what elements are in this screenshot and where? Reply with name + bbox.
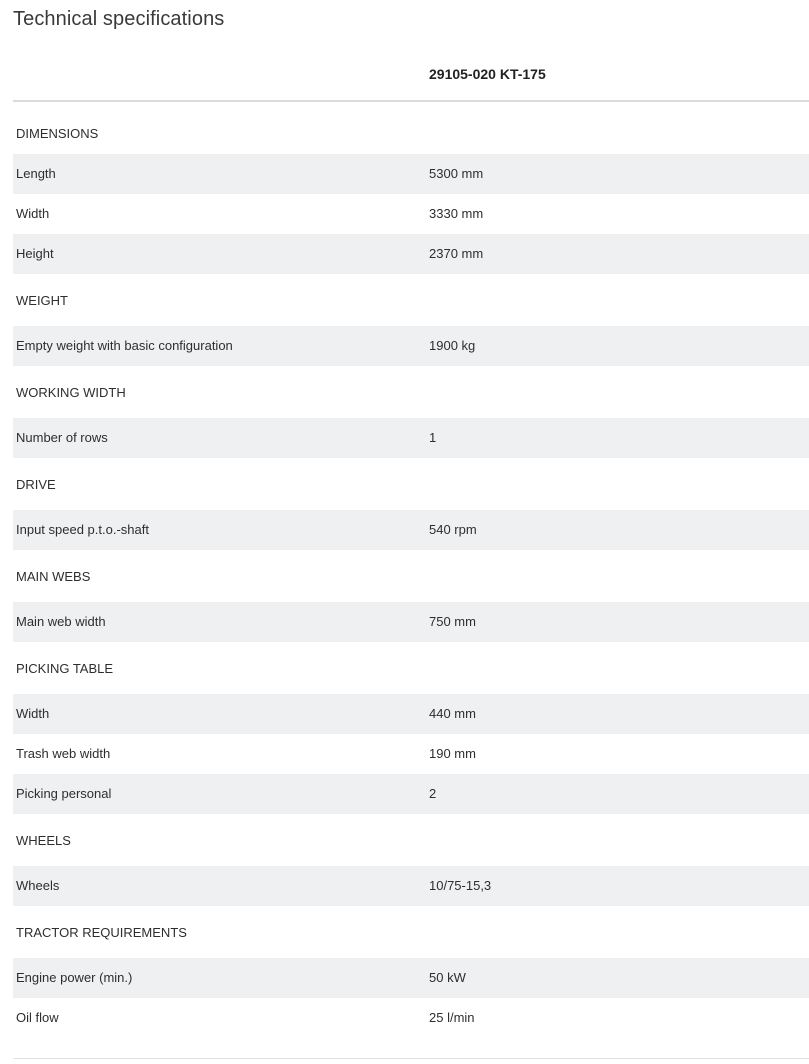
header-divider [13, 100, 809, 102]
page-title: Technical specifications [13, 8, 225, 30]
spec-label: Width [16, 206, 50, 221]
spec-label: Picking personal [16, 786, 112, 801]
spec-label: Main web width [16, 614, 106, 629]
section-title: TRACTOR REQUIREMENTS [16, 925, 187, 940]
spec-value: 440 mm [429, 706, 476, 721]
spec-label: Number of rows [16, 430, 108, 445]
spec-row-input-speed [13, 510, 809, 550]
spec-label: Oil flow [16, 1010, 59, 1025]
spec-row-oil-flow [13, 998, 809, 1038]
spec-row-picking-personal [13, 774, 809, 814]
spec-value: 10/75-15,3 [429, 878, 492, 893]
section-title: DRIVE [16, 477, 56, 492]
section-drive [13, 458, 809, 510]
section-dimensions [13, 113, 809, 154]
section-title: PICKING TABLE [16, 661, 114, 676]
spec-table [13, 113, 809, 1038]
spec-label: Wheels [16, 878, 60, 893]
spec-value: 750 mm [429, 614, 476, 629]
spec-value: 2 [429, 786, 437, 801]
spec-value: 5300 mm [429, 166, 484, 181]
spec-row-trash-web-width [13, 734, 809, 774]
footer-divider [13, 1058, 809, 1059]
section-working-width [13, 366, 809, 418]
spec-row-engine-power [13, 958, 809, 998]
spec-value: 540 rpm [429, 522, 477, 537]
spec-label: Trash web width [16, 746, 111, 761]
spec-label: Empty weight with basic configuration [16, 338, 233, 353]
section-weight [13, 274, 809, 326]
spec-label: Height [16, 246, 54, 261]
section-title: MAIN WEBS [16, 569, 91, 584]
spec-row-width [13, 194, 809, 234]
spec-label: Width [16, 706, 50, 721]
section-picking-table [13, 642, 809, 694]
spec-row-empty-weight [13, 326, 809, 366]
spec-value: 1900 kg [429, 338, 476, 353]
section-title: WORKING WIDTH [16, 385, 126, 400]
spec-row-length [13, 154, 809, 194]
spec-value: 2370 mm [429, 246, 484, 261]
spec-row-number-of-rows [13, 418, 809, 458]
spec-value: 50 kW [429, 970, 466, 985]
spec-value: 3330 mm [429, 206, 484, 221]
section-main-webs [13, 550, 809, 602]
spec-row-main-web-width [13, 602, 809, 642]
section-title: WHEELS [16, 833, 71, 848]
spec-value: 25 l/min [429, 1010, 475, 1025]
model-column-header: 29105-020 KT-175 [429, 66, 546, 82]
spec-row-height [13, 234, 809, 274]
section-title: DIMENSIONS [16, 126, 99, 141]
spec-label: Engine power (min.) [16, 970, 133, 985]
spec-label: Input speed p.t.o.-shaft [16, 522, 149, 537]
section-wheels [13, 814, 809, 866]
spec-label: Length [16, 166, 56, 181]
section-title: WEIGHT [16, 293, 68, 308]
section-tractor-requirements [13, 906, 809, 958]
spec-value: 1 [429, 430, 437, 445]
spec-value: 190 mm [429, 746, 476, 761]
spec-row-wheels [13, 866, 809, 906]
spec-row-picking-width [13, 694, 809, 734]
